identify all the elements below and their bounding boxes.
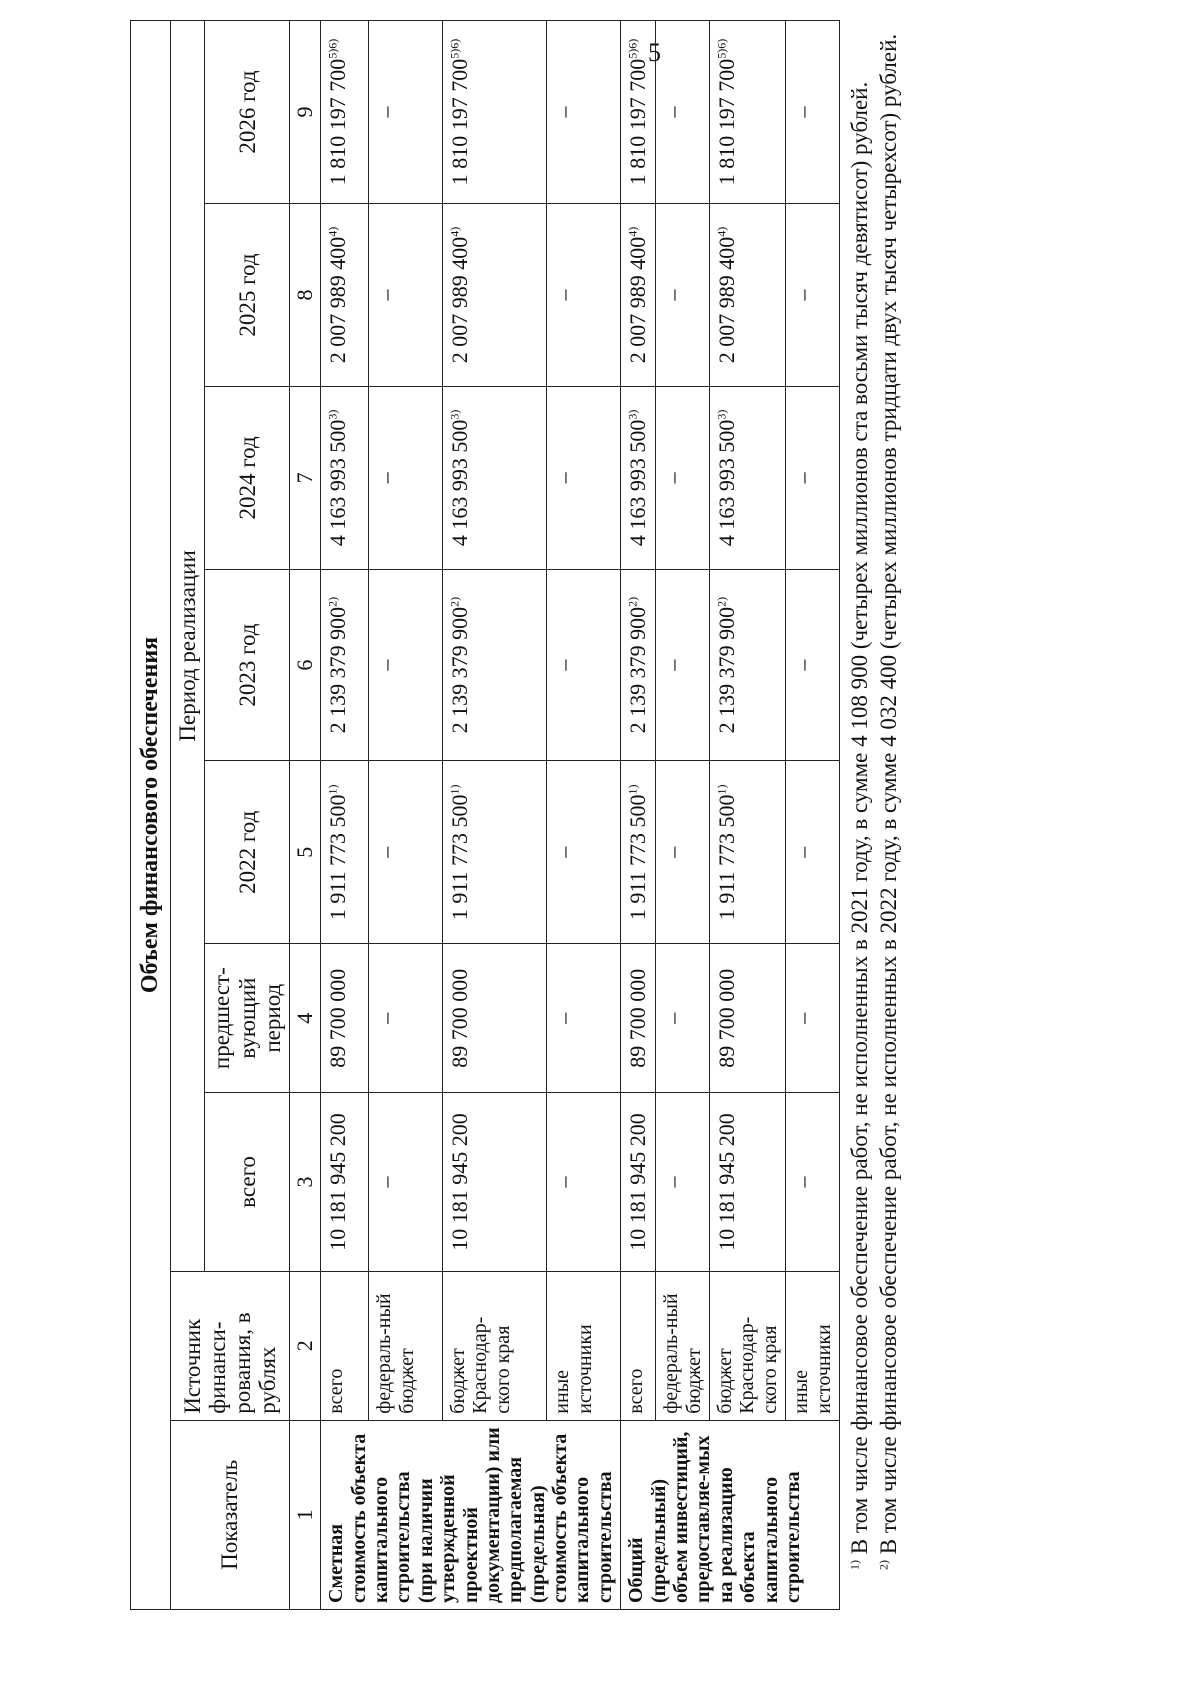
table-row <box>786 21 840 1610</box>
value-cell-total <box>442 1093 546 1272</box>
value-text: – <box>551 1176 577 1188</box>
value-text: 2 007 989 400 <box>714 236 740 364</box>
value-cell-total <box>621 1093 656 1272</box>
value-cell-y2023 <box>786 569 840 760</box>
value-text: – <box>660 1176 686 1188</box>
value-cell-y2025 <box>442 204 546 387</box>
footnote-ref: 1) <box>325 784 340 795</box>
value-cell-y2025 <box>621 204 656 387</box>
col-number: 6 <box>290 569 321 760</box>
value-text: 4 163 993 500 <box>625 419 651 547</box>
footnote-ref: 1) <box>625 784 640 795</box>
value-text: – <box>790 846 816 858</box>
footnote-mark: 2) <box>876 1560 891 1570</box>
value-text: 4 163 993 500 <box>325 419 351 547</box>
source-cell: иные источники <box>547 1271 621 1420</box>
footnote-ref: 3) <box>447 409 462 420</box>
value-text: 10 181 945 200 <box>446 1113 472 1251</box>
table-row <box>547 21 621 1610</box>
value-text: 2 139 379 900 <box>625 606 651 734</box>
value-cell-previous <box>786 944 840 1093</box>
col-number: 3 <box>290 1093 321 1272</box>
value-text: – <box>373 289 399 301</box>
footnote-2 <box>875 20 904 1610</box>
footnotes <box>846 20 904 1610</box>
value-cell-y2022 <box>442 761 546 944</box>
footnote-ref: 4) <box>714 226 729 237</box>
value-text: 1 911 773 500 <box>325 794 351 921</box>
footnote-ref: 2) <box>447 596 462 607</box>
value-cell-y2026 <box>547 21 621 204</box>
value-cell-total <box>710 1093 786 1272</box>
header-previous: предшест-вующий период <box>205 944 290 1093</box>
value-cell-y2025 <box>656 204 710 387</box>
value-text: – <box>551 472 577 484</box>
value-cell-total <box>369 1093 443 1272</box>
table-title: Объем финансового обеспечения <box>131 21 171 1610</box>
source-cell: всего <box>321 1271 369 1420</box>
footnote-ref: 5)6) <box>447 38 462 59</box>
value-cell-previous <box>621 944 656 1093</box>
value-cell-y2022 <box>547 761 621 944</box>
value-text: 2 007 989 400 <box>625 236 651 364</box>
header-2026: 2026 год <box>205 21 290 204</box>
value-cell-y2024 <box>547 386 621 569</box>
footnote-ref: 2) <box>625 596 640 607</box>
table-body <box>321 21 840 1610</box>
header-2023: 2023 год <box>205 569 290 760</box>
col-number: 5 <box>290 761 321 944</box>
value-text: 1 810 197 700 <box>446 58 472 186</box>
footnote-ref: 1) <box>447 784 462 795</box>
value-text: 2 139 379 900 <box>325 606 351 734</box>
value-text: 10 181 945 200 <box>325 1113 351 1251</box>
col-number: 7 <box>290 386 321 569</box>
value-cell-y2025 <box>321 204 369 387</box>
value-cell-previous <box>547 944 621 1093</box>
value-cell-previous <box>710 944 786 1093</box>
footnote-ref: 4) <box>625 226 640 237</box>
header-2025: 2025 год <box>205 204 290 387</box>
financing-table <box>130 20 840 1610</box>
footnote-ref: 2) <box>714 596 729 607</box>
header-2022: 2022 год <box>205 761 290 944</box>
footnote-ref: 1) <box>714 784 729 795</box>
footnote-text: В том числе финансовое обеспечение работ, не исполненных в 2022 году, в сумме 4 032 400 (четырех миллионов тридцати двух тысяч четырехсот) рублей. <box>875 33 901 1560</box>
value-text: – <box>551 1012 577 1024</box>
source-cell: федераль-ный бюджет <box>369 1271 443 1420</box>
footnote-ref: 5)6) <box>625 38 640 59</box>
value-cell-y2024 <box>621 386 656 569</box>
table-row <box>656 21 710 1610</box>
footnote-mark: 1) <box>847 1560 862 1570</box>
value-cell-y2024 <box>442 386 546 569</box>
value-cell-y2026 <box>621 21 656 204</box>
source-cell: иные источники <box>786 1271 840 1420</box>
value-cell-y2025 <box>710 204 786 387</box>
value-cell-y2024 <box>369 386 443 569</box>
col-number: 9 <box>290 21 321 204</box>
value-cell-y2026 <box>786 21 840 204</box>
value-text: 1 810 197 700 <box>625 58 651 186</box>
value-text: – <box>551 659 577 671</box>
value-cell-y2026 <box>321 21 369 204</box>
table-row <box>442 21 546 1610</box>
footnote-ref: 2) <box>325 596 340 607</box>
footnote-text: В том числе финансовое обеспечение работ, не исполненных в 2021 году, в сумме 4 108 900 (четырех миллионов ста восьми тысяч девятисот) рублей. <box>847 81 872 1560</box>
value-cell-y2022 <box>710 761 786 944</box>
value-text: 89 700 000 <box>714 968 740 1068</box>
rotated-content <box>130 20 1130 1610</box>
value-text: – <box>373 106 399 118</box>
value-text: 2 139 379 900 <box>714 606 740 734</box>
value-text: 4 163 993 500 <box>446 419 472 547</box>
value-text: – <box>790 106 816 118</box>
value-cell-y2025 <box>786 204 840 387</box>
value-cell-y2025 <box>547 204 621 387</box>
value-text: 89 700 000 <box>325 968 351 1068</box>
footnote-ref: 5)6) <box>325 38 340 59</box>
value-text: – <box>790 1012 816 1024</box>
value-cell-total <box>321 1093 369 1272</box>
value-text: 89 700 000 <box>625 968 651 1068</box>
col-number: 8 <box>290 204 321 387</box>
value-cell-y2023 <box>369 569 443 760</box>
header-2024: 2024 год <box>205 386 290 569</box>
value-text: 1 911 773 500 <box>446 794 472 921</box>
value-text: 2 007 989 400 <box>446 236 472 364</box>
value-cell-y2023 <box>321 569 369 760</box>
footnote-ref: 4) <box>447 226 462 237</box>
value-text: 2 139 379 900 <box>446 606 472 734</box>
value-text: 1 810 197 700 <box>325 58 351 186</box>
value-cell-previous <box>321 944 369 1093</box>
value-text: – <box>660 846 686 858</box>
source-cell: бюджет Краснодар-ского края <box>442 1271 546 1420</box>
header-source: Источник финанси-рования, в рублях <box>171 1271 290 1420</box>
header-indicator: Показатель <box>171 1420 290 1609</box>
value-text: – <box>790 289 816 301</box>
value-cell-total <box>547 1093 621 1272</box>
value-cell-y2022 <box>369 761 443 944</box>
header-period: Период реализации <box>171 21 205 1272</box>
source-cell: бюджет Краснодар-ского края <box>710 1271 786 1420</box>
value-text: – <box>660 106 686 118</box>
value-cell-y2023 <box>710 569 786 760</box>
value-cell-previous <box>369 944 443 1093</box>
value-text: – <box>660 472 686 484</box>
value-cell-y2024 <box>656 386 710 569</box>
value-cell-y2026 <box>369 21 443 204</box>
value-text: 10 181 945 200 <box>714 1113 740 1251</box>
value-text: 1 911 773 500 <box>625 794 651 921</box>
value-text: – <box>551 289 577 301</box>
value-cell-y2024 <box>786 386 840 569</box>
source-cell: федераль-ный бюджет <box>656 1271 710 1420</box>
col-number: 2 <box>290 1271 321 1420</box>
table-row <box>710 21 786 1610</box>
value-text: – <box>373 1176 399 1188</box>
value-text: – <box>660 659 686 671</box>
table-row <box>621 21 656 1610</box>
column-numbers-row <box>290 21 321 1610</box>
value-text: – <box>373 1012 399 1024</box>
footnote-1 <box>846 20 875 1610</box>
page-number: 5 <box>648 38 661 67</box>
value-text: – <box>660 289 686 301</box>
value-text: – <box>373 846 399 858</box>
value-text: – <box>790 472 816 484</box>
value-cell-y2022 <box>656 761 710 944</box>
footnote-ref: 5)6) <box>714 38 729 59</box>
table-row <box>369 21 443 1610</box>
value-text: – <box>551 106 577 118</box>
value-cell-y2022 <box>321 761 369 944</box>
col-number: 4 <box>290 944 321 1093</box>
value-cell-previous <box>656 944 710 1093</box>
value-cell-y2024 <box>710 386 786 569</box>
value-text: – <box>790 659 816 671</box>
value-text: 4 163 993 500 <box>714 419 740 547</box>
value-text: – <box>660 1012 686 1024</box>
footnote-ref: 4) <box>325 226 340 237</box>
value-text: 1 810 197 700 <box>714 58 740 186</box>
footnote-ref: 3) <box>625 409 640 420</box>
value-text: – <box>790 1176 816 1188</box>
value-cell-y2026 <box>710 21 786 204</box>
value-cell-total <box>786 1093 840 1272</box>
value-text: – <box>551 846 577 858</box>
value-text: – <box>373 659 399 671</box>
value-cell-y2023 <box>442 569 546 760</box>
value-cell-y2022 <box>786 761 840 944</box>
value-text: 2 007 989 400 <box>325 236 351 364</box>
value-text: – <box>373 472 399 484</box>
indicator-cell: Сметная стоимость объекта капитального строительства (при наличии утвержденной проектной документации) или предполагаемая (предельная) стоимость объекта капитального строительства <box>321 1420 621 1609</box>
header-total: всего <box>205 1093 290 1272</box>
value-cell-y2022 <box>621 761 656 944</box>
value-cell-y2023 <box>656 569 710 760</box>
value-text: 10 181 945 200 <box>625 1113 651 1251</box>
value-cell-total <box>656 1093 710 1272</box>
indicator-cell: Общий (предельный) объем инвестиций, предоставляе-мых на реализацию объекта капитального строительства <box>621 1420 840 1609</box>
source-cell: всего <box>621 1271 656 1420</box>
footnote-ref: 3) <box>714 409 729 420</box>
value-cell-previous <box>442 944 546 1093</box>
value-cell-y2026 <box>656 21 710 204</box>
value-text: 89 700 000 <box>446 968 472 1068</box>
value-cell-y2026 <box>442 21 546 204</box>
col-number: 1 <box>290 1420 321 1609</box>
value-cell-y2025 <box>369 204 443 387</box>
table-row <box>321 21 369 1610</box>
value-cell-y2023 <box>547 569 621 760</box>
value-text: 1 911 773 500 <box>714 794 740 921</box>
value-cell-y2024 <box>321 386 369 569</box>
footnote-ref: 3) <box>325 409 340 420</box>
value-cell-y2023 <box>621 569 656 760</box>
